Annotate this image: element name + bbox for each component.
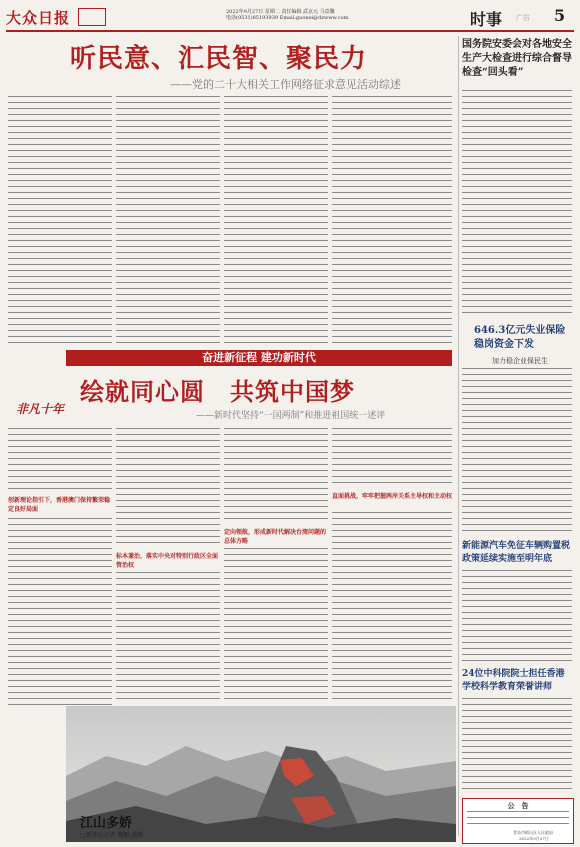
- feature-head-3: 定向领航，形成新时代解决台湾问题的总体方略: [224, 529, 327, 545]
- logo-seal-icon: [78, 8, 106, 26]
- date-line: 2022年9月27日 星期二 责任编辑 武京元 马意馨 电话(0531)85193939 Email:guonei@dzwww.com: [226, 9, 349, 21]
- right-story-4-title: 24位中科院院士担任香港学校科学教育荣誉讲师: [462, 669, 565, 692]
- photo-caption-text: □新华社记者 鞠鹏 摄影: [80, 832, 144, 839]
- feature-body-col-3b: [224, 548, 328, 702]
- page-number: 5: [554, 6, 566, 25]
- feature-body-col-2a: [116, 428, 220, 548]
- masthead: [6, 4, 574, 32]
- notice-date: 2022年9月27日: [519, 836, 549, 841]
- lead-title: 听民意、汇民智、聚民力: [70, 44, 368, 74]
- feature-subtitle: ——新时代坚持“一国两制”和推进祖国统一述评: [196, 411, 386, 421]
- right-story-1-body: [462, 90, 572, 318]
- landscape-photo: [66, 706, 456, 842]
- right-story-2-title: 646.3亿元失业保险稳岗资金下发: [474, 325, 566, 350]
- section-title: 时事: [470, 10, 503, 29]
- right-story-4-body: [462, 698, 572, 792]
- ad-label: 广告: [516, 14, 530, 22]
- feature-stamp: 非凡十年: [16, 402, 65, 416]
- feature-body-col-1a: [8, 428, 112, 494]
- lead-subtitle: ——党的二十大相关工作网络征求意见活动综述: [170, 78, 401, 91]
- photo-caption-title: 江山多娇: [80, 816, 133, 831]
- feature-body-col-1b: [8, 518, 112, 706]
- column-rule: [458, 36, 459, 836]
- feature-head-4: 直面挑战，牢牢把握两岸关系主导权和主动权: [332, 493, 453, 500]
- right-story-2-subtitle: 加力稳企业保民生: [492, 357, 548, 365]
- newspaper-logo: 大众日报: [6, 9, 71, 27]
- feature-body-col-3a: [224, 428, 328, 524]
- notice-body: [467, 811, 569, 829]
- feature-body-col-4b: [332, 512, 452, 702]
- section-banner: 奋进新征程 建功新时代: [66, 350, 452, 366]
- right-story-3-body: [462, 570, 572, 664]
- feature-head-1: 创新理论指引下，香港澳门保持繁荣稳定良好局面: [8, 497, 111, 513]
- right-story-1-title: 国务院安委会对各地安全生产大检查进行综合督导检查“回头看”: [462, 39, 572, 78]
- right-story-2-body: [462, 368, 572, 534]
- feature-body-col-2b: [116, 572, 220, 702]
- notice-box: [462, 798, 574, 844]
- feature-title: 绘就同心圆 共筑中国梦: [80, 377, 355, 406]
- lead-body-col-3: [224, 96, 328, 344]
- feature-body-col-4a: [332, 428, 452, 488]
- feature-head-2: 标本兼治，落实中央对特别行政区全面管治权: [116, 553, 219, 569]
- lead-body-col-1: [8, 96, 112, 344]
- lead-body-col-4: [332, 96, 452, 344]
- right-story-3-title: 新能源汽车免征车辆购置税政策延续实施至明年底: [462, 541, 571, 564]
- notice-title: 公 告: [507, 801, 529, 810]
- lead-body-col-2: [116, 96, 220, 344]
- notice-signature: 青岛市崂山区人民政府: [513, 830, 553, 835]
